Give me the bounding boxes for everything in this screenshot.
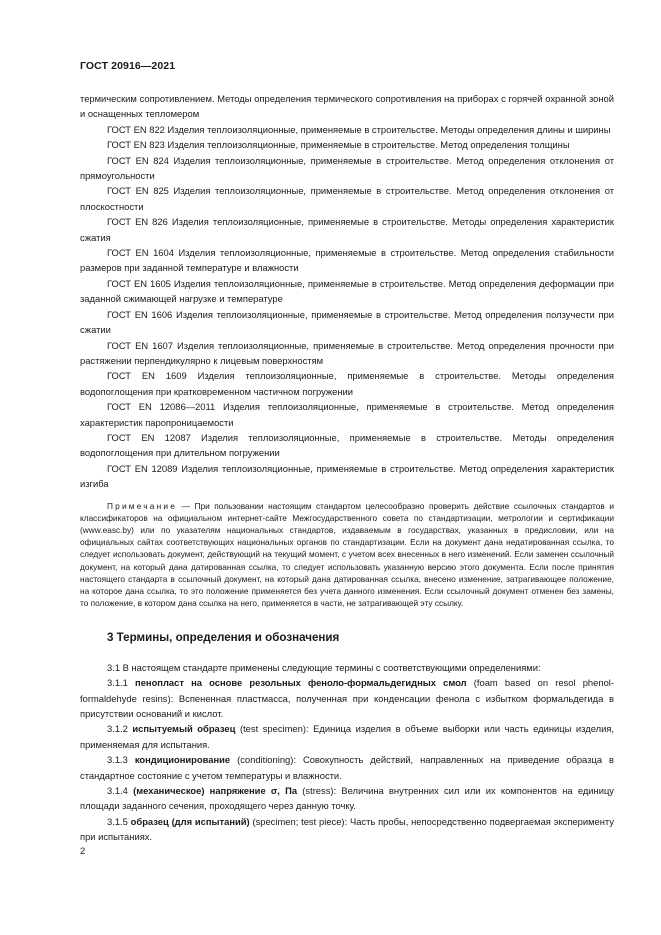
term-name: образец (для испытаний)	[130, 815, 250, 827]
reference-item: ГОСТ EN 12087 Изделия теплоизоляционные, применяемые в строительстве. Методы определения водопоглощения при длительном погружении	[80, 431, 614, 459]
continued-paragraph: термическим сопротивлением. Методы определения термического сопротивления на приборах с горячей охранной зоной и оснащенных тепломером	[80, 93, 614, 120]
reference-item: ГОСТ EN 12086—2011 Изделия теплоизоляционные, применяемые в строительстве. Метод определения характеристик паропроницаемости	[80, 401, 614, 428]
term-number: 3.1.2	[107, 723, 128, 735]
term-number: 3.1.4	[107, 785, 128, 797]
term-definition: (foam based on resol phenol-formaldehyde resins): Вспененная пластмасса, полученная при конденсации фенола с избытком формальдегида в присутствии оснований и кислот.	[80, 677, 614, 720]
term-entry	[80, 783, 614, 814]
term-definition: (test specimen): Единица изделия в объеме выборки или часть единицы изделия, применяемая для испытания.	[80, 723, 615, 750]
reference-item: ГОСТ EN 822 Изделия теплоизоляционные, применяемые в строительстве. Методы определения длины и ширины	[107, 123, 611, 135]
term-entry	[80, 721, 614, 752]
reference-item: ГОСТ EN 1609 Изделия теплоизоляционные, применяемые в строительстве. Методы определения водопоглощения при кратковременном частичном погружении	[80, 370, 614, 397]
term-entry	[80, 675, 614, 721]
term-definition: (stress): Величина внутренних сил или их компонентов на единицу площади заданного сечения, проходящего через данную точку.	[80, 785, 614, 812]
reference-item: ГОСТ EN 1607 Изделия теплоизоляционные, применяемые в строительстве. Метод определения прочности при растяжении перпендикулярно к лицевым поверхностям	[80, 339, 614, 366]
intro-paragraph: 3.1 В настоящем стандарте применены следующие термины с соответствующими определениями:	[107, 661, 541, 673]
note-paragraph	[80, 500, 614, 610]
reference-item: ГОСТ EN 825 Изделия теплоизоляционные, применяемые в строительстве. Метод определения отклонения от плоскостности	[80, 185, 614, 212]
reference-item: ГОСТ EN 1606 Изделия теплоизоляционные, применяемые в строительстве. Метод определения ползучести при сжатии	[80, 308, 614, 336]
reference-item: ГОСТ EN 823 Изделия теплоизоляционные, применяемые в строительстве. Метод определения толщины	[107, 139, 570, 151]
document-body	[80, 91, 614, 845]
term-entry	[80, 752, 614, 783]
term-name: кондиционирование	[134, 754, 231, 766]
reference-item: ГОСТ EN 1604 Изделия теплоизоляционные, применяемые в строительстве. Метод определения стабильности размеров при заданной температуре и влажности	[80, 247, 614, 274]
reference-list	[80, 122, 614, 492]
document-header: ГОСТ 20916—2021	[80, 60, 176, 72]
section-heading: 3 Термины, определения и обозначения	[107, 631, 340, 645]
term-number: 3.1.1	[107, 677, 128, 689]
reference-item: ГОСТ EN 824 Изделия теплоизоляционные, применяемые в строительстве. Метод определения отклонения от прямоугольности	[80, 154, 614, 182]
reference-item: ГОСТ EN 826 Изделия теплоизоляционные, применяемые в строительстве. Методы определения характеристик сжатия	[80, 216, 614, 243]
term-name: пенопласт на основе резольных феноло-формальдегидных смол	[135, 677, 467, 689]
term-number: 3.1.3	[107, 754, 128, 766]
note-text: — При пользовании настоящим стандартом целесообразно проверить действие ссылочных стандартов и классификаторов на официальном интернет-сайте Межгосударственного совета по стандартизации, метрологии и сертификации (www.easc.by) или по указателям национальных стандартов, издаваемым в государствах, указанных в предисловии, или на официальных сайтах соответствующих национальных органов по стандартизации. Если на документ дана недатированная ссылка, то следует использовать документ, действующий на текущий момент, с учетом всех внесенных в него изменений. Если заменен ссылочный документ, на который дана датированная ссылка, то следует использовать указанную версию этого документа. Если после принятия настоящего стандарта в ссылочный документ, на который дана датированная ссылка, внесено изменение, затрагивающее положение, на которое дана ссылка, то это положение применяется без учета данного изменения. Если ссылочный документ отменен без замены, то положение, в котором дана ссылка на него, применяется в части, не затрагивающей эту ссылку.	[80, 500, 614, 609]
term-number: 3.1.5	[107, 815, 128, 827]
term-name: (механическое) напряжение σ, Па	[133, 785, 298, 797]
page-number: 2	[80, 845, 86, 856]
term-definition: (conditioning): Совокупность действий, направленных на приведение образца в стандартное состояние с учетом температуры и влажности.	[80, 754, 614, 781]
reference-item: ГОСТ EN 1605 Изделия теплоизоляционные, применяемые в строительстве. Метод определения деформации при заданной сжимающей нагрузке и температуре	[80, 277, 614, 305]
term-definition: (specimen; test piece): Часть пробы, непосредственно подвергаемая эксперименту при испытаниях.	[80, 815, 615, 843]
note-lead: Примечание	[107, 500, 178, 511]
reference-item: ГОСТ EN 12089 Изделия теплоизоляционные, применяемые в строительстве. Метод определения характеристик изгиба	[80, 462, 614, 490]
term-entry	[80, 814, 614, 845]
term-name: испытуемый образец	[132, 723, 236, 735]
